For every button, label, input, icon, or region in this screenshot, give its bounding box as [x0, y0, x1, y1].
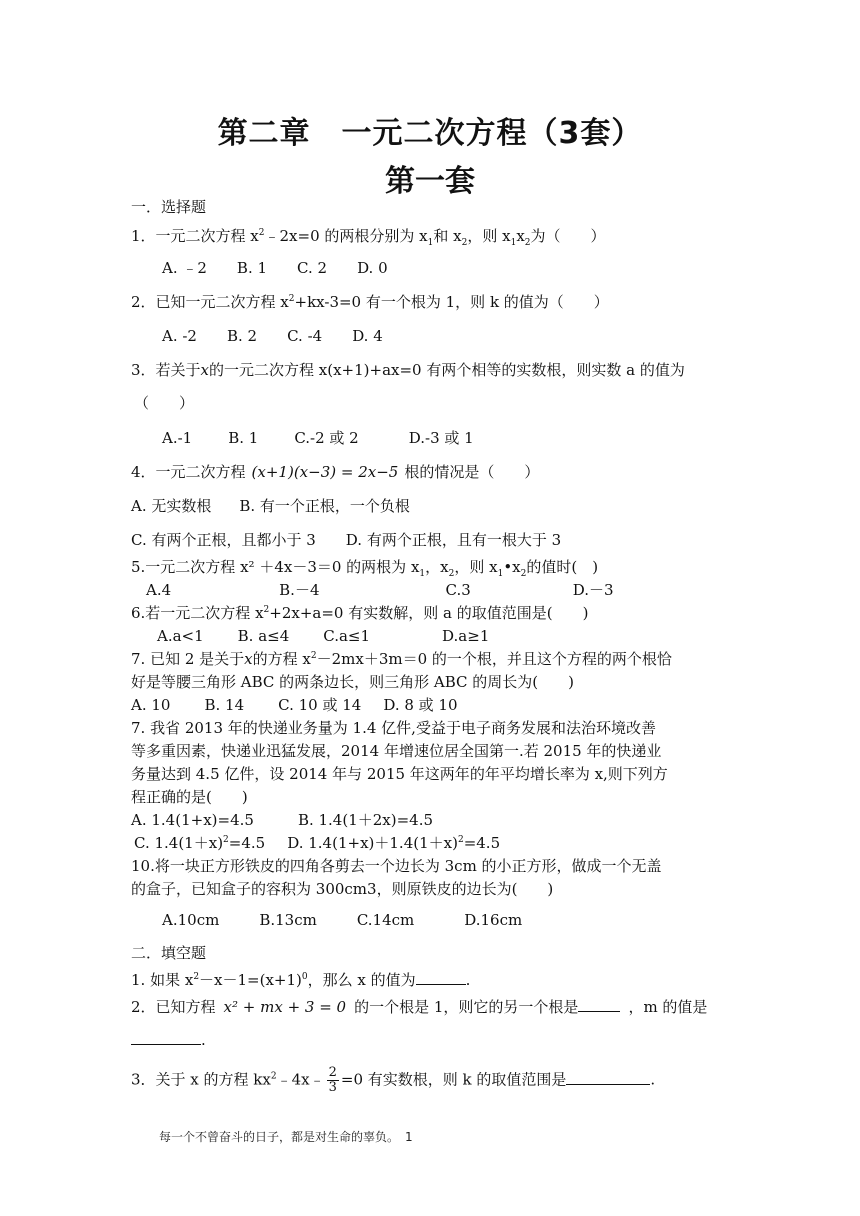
equation: (x+1)(x−3) = 2x−5: [251, 463, 399, 481]
option: A. 10: [131, 696, 171, 714]
question-4-options-row2: [131, 530, 561, 550]
question-7a-line2: 好是等腰三角形 ABC 的两条边长，则三角形 ABC 的周长为( ): [131, 673, 575, 691]
question-6: 6.若一元二次方程 $x^2+2x+a=0$ 有实数解，则 a 的取值范围是( ): [131, 604, 589, 622]
option: B.13cm: [259, 911, 317, 929]
answer-blank: [566, 1084, 650, 1085]
question-7b-line1: 7. 我省 2013 年的快递业务量为 1.4 亿件,受益于电子商务发展和法治环境改善: [131, 719, 656, 737]
question-7b-options-row2: [134, 833, 500, 853]
question-7b-line3: 务量达到 4.5 亿件，设 2014 年与 2015 年这两年的年平均增长率为 x,则下列方: [131, 765, 668, 783]
question-5: 5.一元二次方程 x² ＋4x－3＝0 的两根为 $x_1$，$x_2$，则 $x_1•x_2$的值时( ): [131, 558, 599, 579]
page-subtitle: 第一套: [385, 164, 475, 199]
option: C.3: [445, 581, 471, 599]
question-5-options: [146, 580, 614, 600]
section-heading-choice: 一．选择题: [131, 198, 207, 216]
option: A.4: [146, 581, 172, 599]
option: A.a<1: [157, 627, 204, 645]
option: A.10cm: [162, 911, 220, 929]
answer-blank: [131, 1044, 201, 1045]
option: C.a≤1: [323, 627, 371, 645]
fill-question-2-continuation: .: [131, 1030, 206, 1050]
question-7b-line2: 等多重因素，快递业迅猛发展，2014 年增速位居全国第一.若 2015 年的快递业: [131, 742, 662, 760]
question-10-options: [162, 910, 522, 930]
question-2-options: [162, 326, 383, 346]
question-7b-line4: 程正确的是( ): [131, 788, 248, 806]
option: D.16cm: [464, 911, 523, 929]
fill-question-1: 1. 如果 $x^2-x-1=(x+1)^0$，那么 x 的值为 .: [131, 971, 471, 989]
section-heading-fill: 二．填空题: [131, 944, 207, 962]
option: A. -2: [162, 327, 197, 345]
option: A.-1: [162, 429, 193, 447]
question-4: 4．一元二次方程 (x+1)(x−3) = 2x−5 根的情况是（ ）: [131, 463, 540, 481]
option: D.a≥1: [442, 627, 490, 645]
option: B. 1: [236, 259, 268, 277]
option: C.14cm: [356, 911, 415, 929]
option: C. -4: [287, 327, 323, 345]
fill-question-2: 2．已知方程 x² + mx + 3 = 0 的一个根是 1，则它的另一个根是 ，m 的值是: [131, 998, 708, 1016]
option: B. 2: [226, 327, 258, 345]
question-6-options: [157, 626, 489, 646]
option: D. 4: [352, 327, 383, 345]
page-title: 第二章 一元二次方程（3套）: [217, 116, 643, 151]
question-10-line1: 10.将一块正方形铁皮的四角各剪去一个边长为 3cm 的小正方形，做成一个无盖: [131, 857, 662, 875]
answer-blank: [578, 1011, 620, 1012]
option: A. 无实数根: [131, 497, 212, 515]
option: B. 14: [204, 696, 245, 714]
option: C. 2: [297, 259, 328, 277]
option: C. $1.4(1+x)^2=4.5$: [134, 834, 266, 852]
option: C.-2 或 2: [294, 429, 359, 447]
option: D.-3 或 1: [408, 429, 474, 447]
question-10-line2: 的盒子，已知盒子的容积为 300cm3，则原铁皮的边长为( ): [131, 880, 554, 898]
equation: x² + mx + 3 = 0: [223, 998, 347, 1016]
option: B. 有一个正根，一个负根: [239, 497, 410, 515]
question-3: 3．若关于x的一元二次方程 x(x+1)+ax=0 有两个相等的实数根，则实数 a 的值为: [131, 361, 685, 379]
question-4-options-row1: [131, 496, 410, 516]
option: C. 10 或 14: [278, 696, 362, 714]
option: D. 0: [357, 259, 388, 277]
question-7a-options: [131, 695, 458, 715]
answer-blank: [416, 984, 466, 985]
option: B. 1: [228, 429, 259, 447]
option: A. 1.4(1+x)=4.5: [131, 811, 254, 829]
option: C. 有两个正根，且都小于 3: [131, 531, 316, 549]
option: B. 1.4(1＋2x)=4.5: [297, 811, 434, 829]
question-2: 2．已知一元二次方程 $x^2+kx-3=0$ 有一个根为 1，则 k 的值为（ ）: [131, 293, 609, 311]
option: B.－4: [279, 581, 320, 599]
option: D. $1.4(1+x)+1.4(1+x)^2=4.5$: [287, 834, 501, 852]
option: D.－3: [572, 581, 614, 599]
option: D. 有两个正根，且有一根大于 3: [345, 531, 562, 549]
question-7a: 7. 已知 2 是关于x的方程 $x^2-2mx+3m=0$ 的一个根，并且这个方程的两个根恰: [131, 650, 672, 668]
option: A. ﹣2: [162, 259, 207, 277]
page-footer: 每一个不曾奋斗的日子，都是对生命的辜负。 1: [159, 1130, 413, 1144]
fraction: $\frac{2}{3}$: [328, 1065, 337, 1095]
question-3-options: [162, 428, 474, 448]
option: B. a≤4: [237, 627, 290, 645]
question-7b-options-row1: [131, 810, 433, 830]
question-1-options: [162, 258, 388, 278]
option: D. 8 或 10: [383, 696, 458, 714]
fill-question-3: 3．关于 x 的方程 $kx^2﹣4x﹣$ $\frac{2}{3}$ =0 有实数根，则 k 的取值范围是 .: [131, 1065, 656, 1095]
question-1: 1．一元二次方程 $x^2﹣2x=0$ 的两根分别为 $x_1$和 $x_2$，则 $x_1x_2$为（ ）: [131, 227, 606, 248]
question-3-continuation: （ ）: [134, 394, 195, 412]
